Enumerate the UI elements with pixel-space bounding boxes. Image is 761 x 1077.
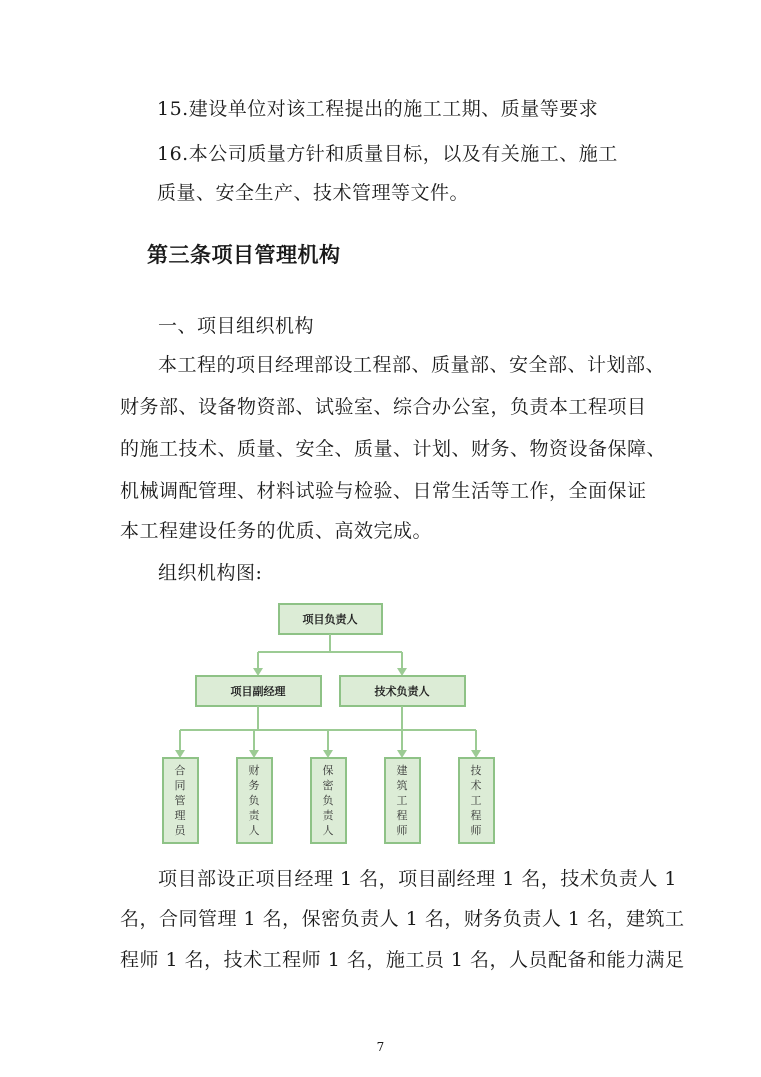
- org-bottom-label-5: 技术工程师: [470, 764, 482, 837]
- paragraph-line: 本工程的项目经理部设工程部、质量部、安全部、计划部、: [158, 354, 666, 376]
- subsection-heading: 一、项目组织机构: [158, 315, 315, 337]
- chart-caption: 组织机构图:: [158, 562, 263, 584]
- paragraph-line: 机械调配管理、材料试验与检验、日常生活等工作，全面保证: [120, 480, 647, 502]
- org-top-label: 项目负责人: [302, 613, 358, 626]
- paragraph-line: 的施工技术、质量、安全、质量、计划、财务、物资设备保障、: [120, 438, 667, 460]
- text-line-16: 16.本公司质量方针和质量目标，以及有关施工、施工: [157, 143, 618, 165]
- org-mid-left-label: 项目副经理: [230, 685, 286, 698]
- org-arrow: [323, 750, 333, 758]
- org-arrow: [471, 750, 481, 758]
- paragraph-line: 项目部设正项目经理 1 名，项目副经理 1 名，技术负责人 1: [158, 868, 677, 890]
- org-bottom-label-4: 建筑工程师: [396, 764, 408, 837]
- org-mid-right-label: 技术负责人: [374, 685, 430, 698]
- org-arrow: [397, 668, 407, 676]
- org-bottom-label-1: 合同管理员: [174, 764, 186, 837]
- org-bottom-label-2: 财务负责人: [248, 764, 260, 837]
- org-arrow: [175, 750, 185, 758]
- paragraph-line: 财务部、设备物资部、试验室、综合办公室，负责本工程项目: [120, 396, 647, 418]
- text-line-16-cont: 质量、安全生产、技术管理等文件。: [157, 182, 470, 204]
- org-arrow: [253, 668, 263, 676]
- paragraph-line: 程师 1 名，技术工程师 1 名，施工员 1 名，人员配备和能力满足: [120, 949, 685, 971]
- org-arrow: [397, 750, 407, 758]
- org-arrow: [249, 750, 259, 758]
- text-line-15: 15.建设单位对该工程提出的施工工期、质量等要求: [157, 98, 599, 120]
- page-number: 7: [376, 1040, 385, 1054]
- paragraph-line: 本工程建设任务的优质、高效完成。: [120, 520, 433, 542]
- org-bottom-label-3: 保密负责人: [322, 764, 334, 837]
- paragraph-line: 名，合同管理 1 名，保密负责人 1 名，财务负责人 1 名，建筑工: [120, 908, 685, 930]
- section-heading: 第三条项目管理机构: [147, 242, 341, 267]
